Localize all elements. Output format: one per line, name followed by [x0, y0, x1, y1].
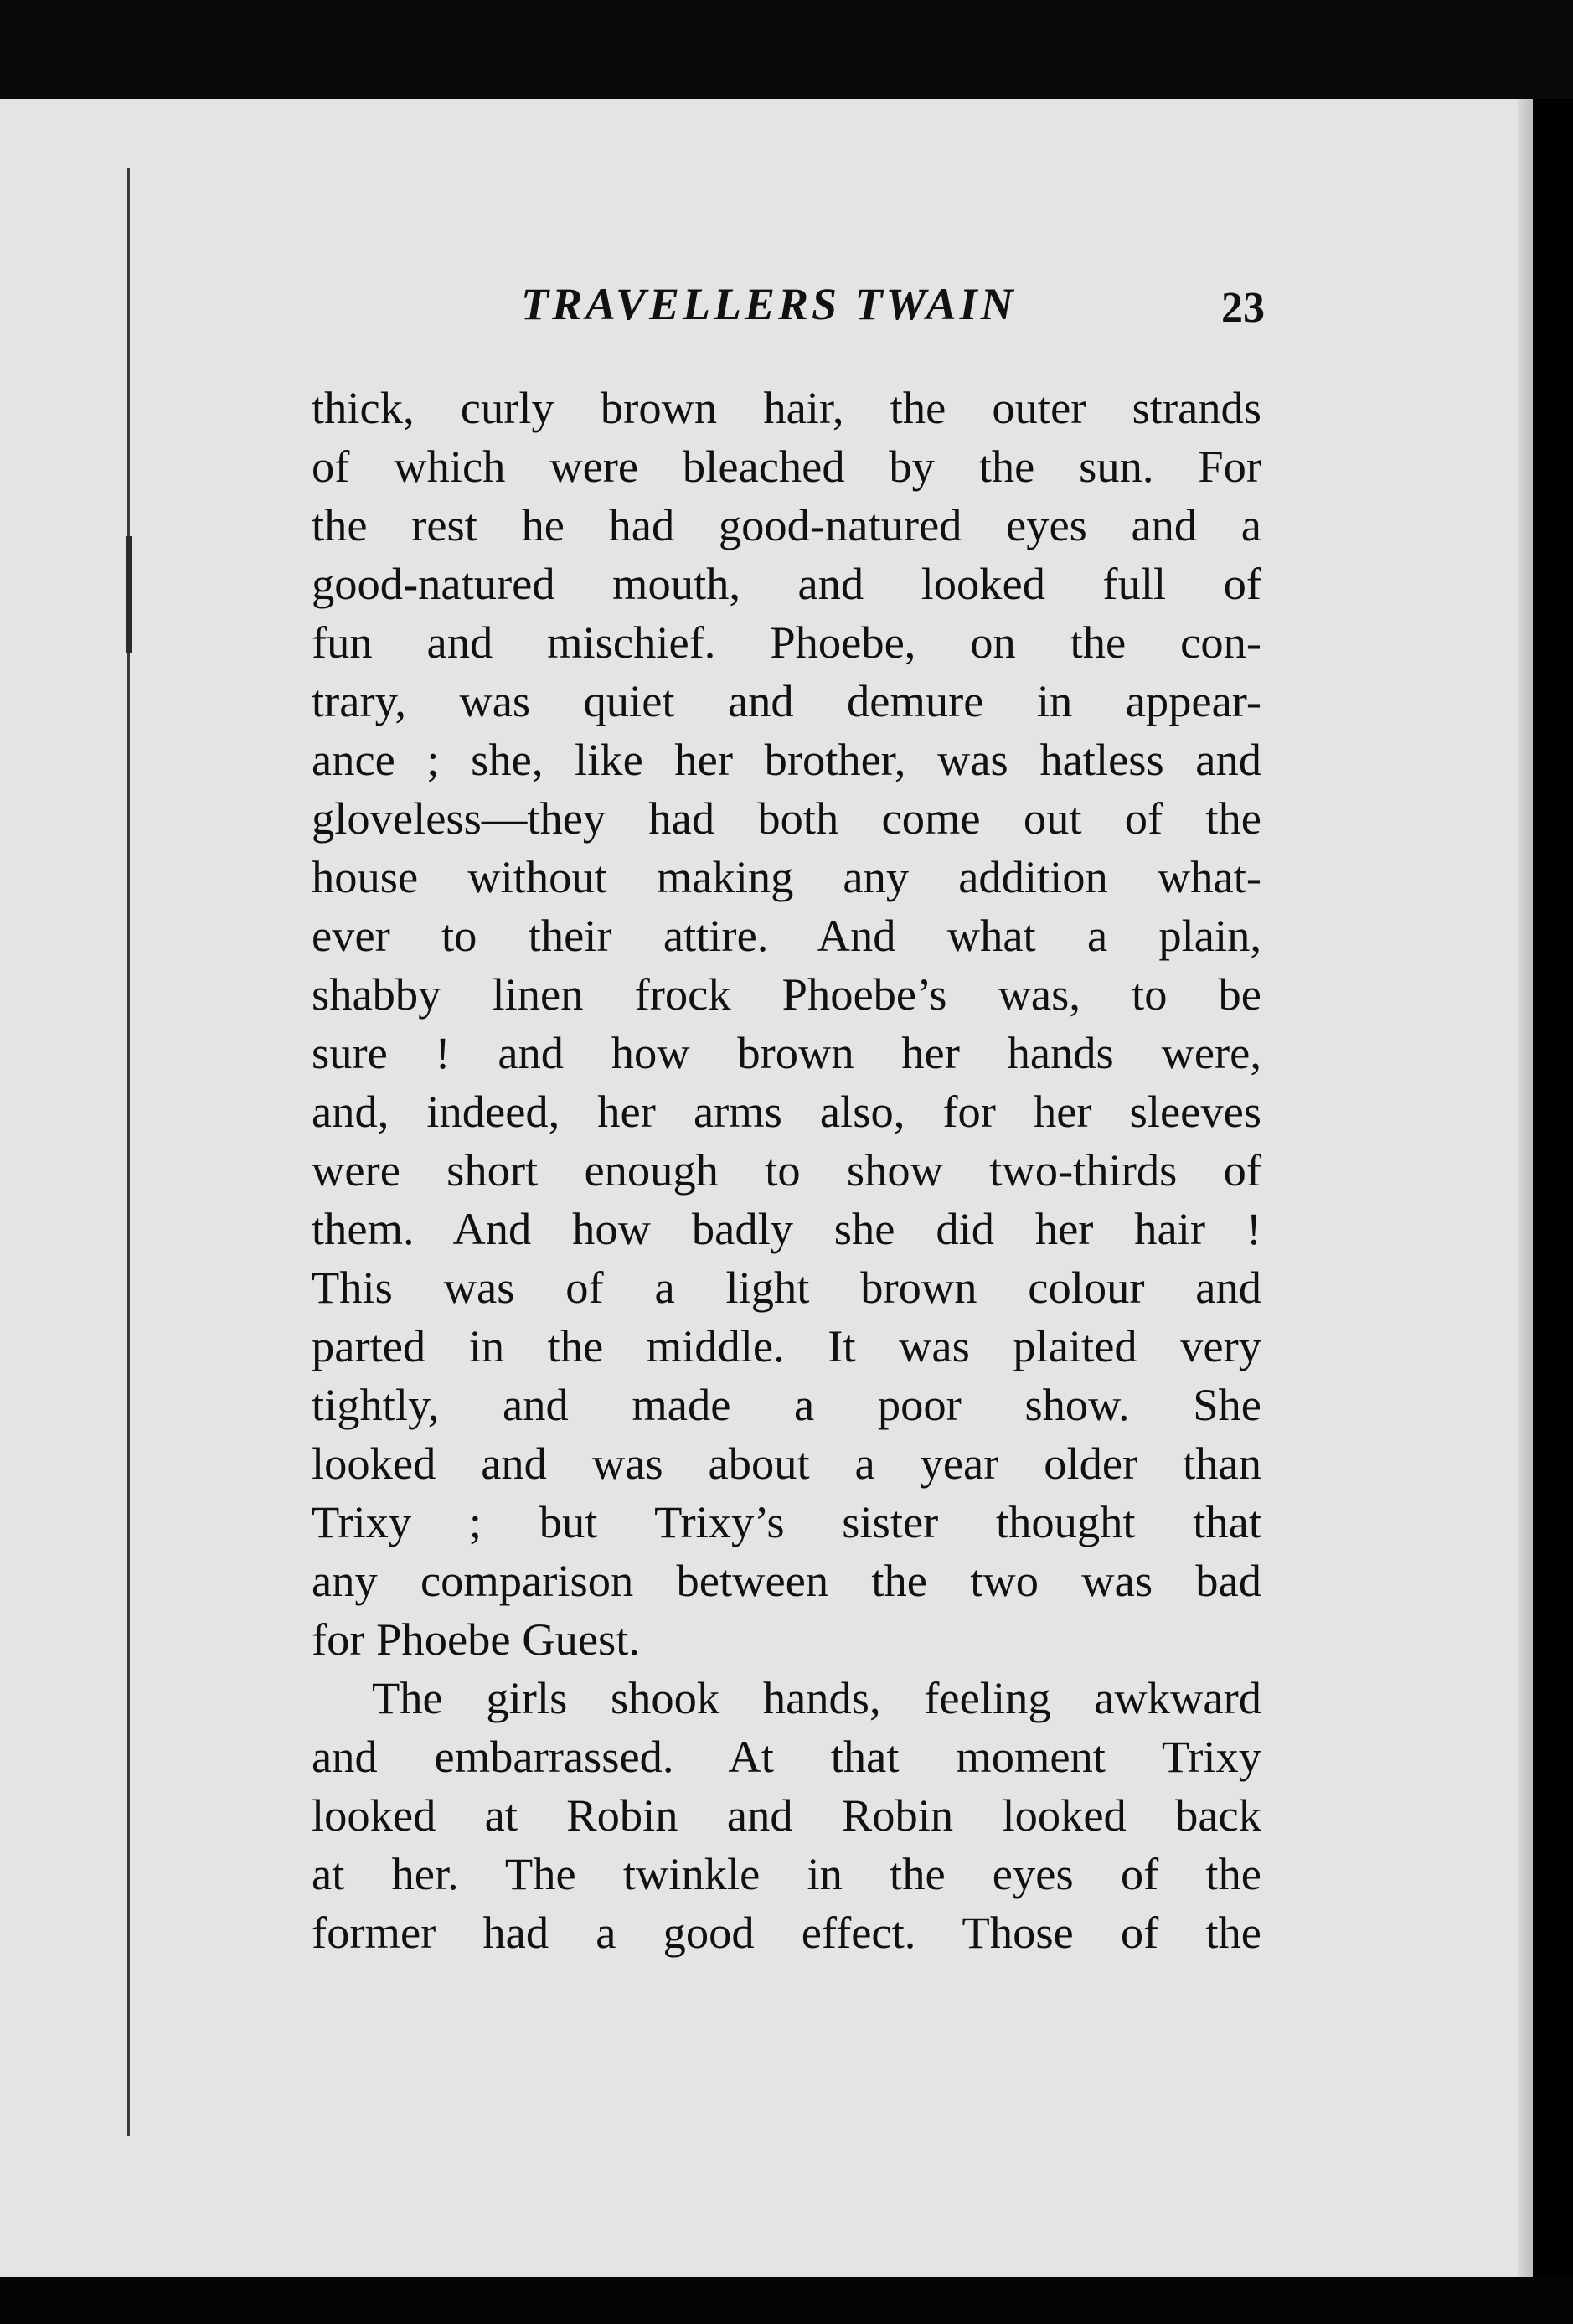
scan-bottom-border [0, 2277, 1573, 2324]
text-line: fun and mischief. Phoebe, on the con- [312, 617, 1261, 668]
text-line: sure ! and how brown her hands were, [312, 1027, 1261, 1078]
running-head: TRAVELLERS TWAIN [521, 279, 1017, 329]
paragraph-2 [312, 1669, 1261, 1962]
scan-top-border [0, 0, 1573, 99]
body-text [312, 379, 1261, 1962]
text-line: were short enough to show two-thirds of [312, 1144, 1261, 1196]
text-line: The girls shook hands, feeling awkward [372, 1672, 1261, 1723]
text-line: tightly, and made a poor show. She [312, 1379, 1261, 1430]
text-line: trary, was quiet and demure in appear- [312, 675, 1261, 726]
page-header [302, 278, 1265, 345]
text-line: house without making any addition what- [312, 851, 1261, 902]
text-line: of which were bleached by the sun. For [312, 441, 1261, 492]
text-line: Trixy ; but Trixy’s sister thought that [312, 1496, 1261, 1547]
paragraph-1 [312, 379, 1261, 1669]
page-number: 23 [1221, 284, 1265, 332]
text-line: any comparison between the two was bad [312, 1555, 1261, 1606]
text-line: for Phoebe Guest. [312, 1614, 641, 1665]
text-line: and, indeed, her arms also, for her sleeves [312, 1086, 1261, 1137]
text-line: good-natured mouth, and looked full of [312, 558, 1261, 609]
gutter-line [127, 168, 130, 2136]
text-line: shabby linen frock Phoebe’s was, to be [312, 968, 1261, 1020]
text-line: the rest he had good-natured eyes and a [312, 499, 1261, 550]
page-edge-shadow [1518, 99, 1533, 2277]
text-line: looked and was about a year older than [312, 1438, 1261, 1489]
text-line: parted in the middle. It was plaited very [312, 1320, 1261, 1371]
text-line: looked at Robin and Robin looked back [312, 1789, 1261, 1841]
text-line: thick, curly brown hair, the outer strands [312, 382, 1261, 433]
text-line: This was of a light brown colour and [312, 1262, 1261, 1313]
text-line: ever to their attire. And what a plain, [312, 910, 1261, 961]
text-line: ance ; she, like her brother, was hatless and [312, 734, 1261, 785]
text-line: former had a good effect. Those of the [312, 1907, 1261, 1958]
text-line: them. And how badly she did her hair ! [312, 1203, 1261, 1254]
gutter-ink-mark [126, 536, 132, 653]
text-line: at her. The twinkle in the eyes of the [312, 1848, 1261, 1899]
text-line: and embarrassed. At that moment Trixy [312, 1731, 1261, 1782]
text-line: gloveless—they had both come out of the [312, 793, 1261, 844]
